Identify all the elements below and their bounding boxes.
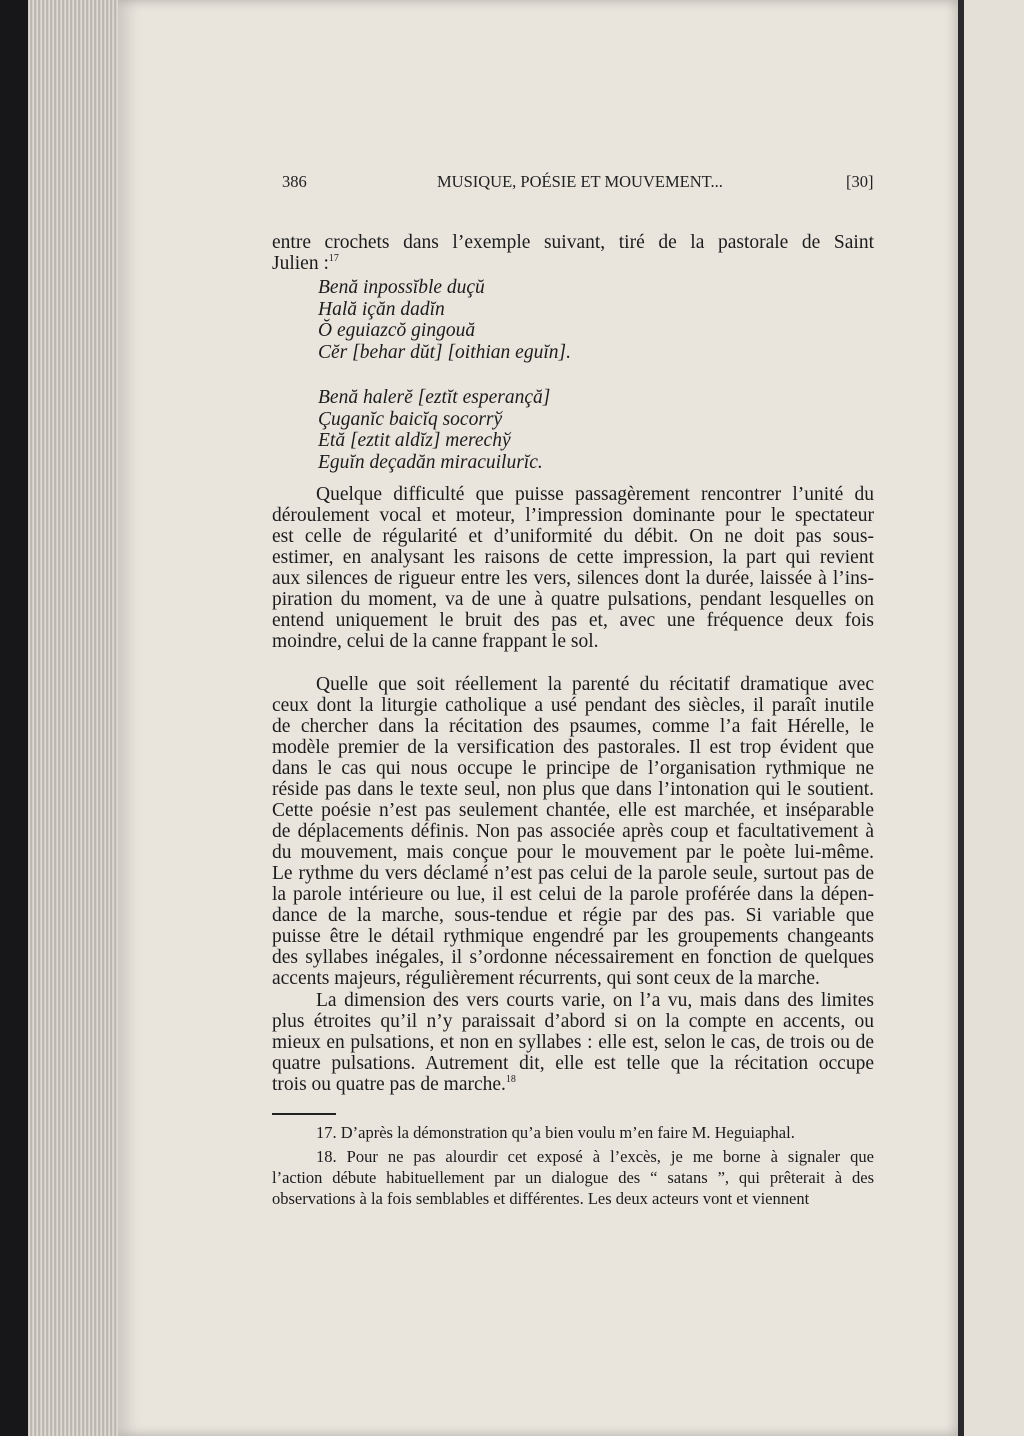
text-line: la parole intérieure ou lue, il est celui de la parole proférée dans la dépen- bbox=[272, 884, 874, 905]
text-line: entend uniquement le bruit des pas et, avec une fréquence deux fois bbox=[272, 610, 874, 631]
text-line: est celle de régularité et d’uniformité du débit. On ne doit pas sous- bbox=[272, 526, 874, 547]
paragraph-1 bbox=[272, 484, 874, 652]
book-page-edges bbox=[28, 0, 123, 1436]
line bbox=[272, 738, 874, 759]
text-line: La dimension des vers courts varie, on l’a vu, mais dans des limites bbox=[316, 990, 874, 1011]
text-line: 17. D’après la démonstration qu’a bien voulu m’en faire M. Heguiaphal. bbox=[316, 1123, 795, 1142]
page-number: 386 bbox=[282, 172, 307, 191]
line bbox=[272, 717, 874, 738]
text-line: modèle premier de la versification des pastorales. Il est trop évident que bbox=[272, 737, 874, 758]
text-line: des syllabes inégales, il s’ordonne nécessairement en fonction de quelques bbox=[272, 947, 874, 968]
intro-text bbox=[272, 232, 874, 274]
text-line: dance de la marche, sous-tendue et régie par des pas. Si variable que bbox=[272, 905, 874, 926]
line bbox=[272, 1032, 874, 1053]
verse-stanza-1 bbox=[318, 277, 571, 364]
line bbox=[272, 948, 874, 969]
line bbox=[272, 526, 874, 547]
text-line: Cette poésie n’est pas seulement chantée, elle est marchée, et inséparable bbox=[272, 800, 874, 821]
line bbox=[272, 822, 874, 843]
text-line: ceux dont la liturgie catholique a usé pendant des siècles, il paraît inutile bbox=[272, 695, 874, 716]
line bbox=[272, 1053, 874, 1074]
section-number: [30] bbox=[846, 172, 874, 191]
text-line: du mouvement, mais conçue pour le mouvement par le poète lui-même. bbox=[272, 842, 874, 863]
line bbox=[272, 1188, 874, 1209]
line bbox=[272, 759, 874, 780]
paragraph-3 bbox=[272, 990, 874, 1095]
next-page-edge bbox=[964, 0, 1024, 1436]
text-line: estimer, en analysant les raisons de cette impression, la part qui revient bbox=[272, 547, 874, 568]
verse-line: Eguĭn deçadăn miracuilurĭc. bbox=[318, 452, 543, 474]
line bbox=[272, 1011, 874, 1032]
text-line: réside pas dans le texte seul, non plus que dans l’intonation qui le soutient. bbox=[272, 779, 874, 800]
text-line: Le rythme du vers déclamé n’est pas celui de la parole seule, surtout pas de bbox=[272, 863, 874, 884]
text-line: mieux en pulsations, et non en syllabes : elle est, selon le cas, de trois ou de bbox=[272, 1032, 874, 1053]
text-line: 18. Pour ne pas alourdir cet exposé à l’excès, je me borne à signaler que bbox=[316, 1147, 874, 1166]
verse-line: Benă halerĕ [eztĭt esperançă] bbox=[318, 387, 551, 408]
text-line: piration du moment, va de une à quatre pulsations, pendant lesquelles on bbox=[272, 589, 874, 610]
verse-line: Hală içăn dadĭn bbox=[318, 298, 445, 320]
footnote-ref[interactable]: 18 bbox=[505, 1074, 516, 1085]
line bbox=[272, 675, 874, 696]
footnote-separator bbox=[272, 1113, 336, 1115]
text-line: l’action débute habituellement par un dialogue des “ satans ”, qui prêterait à des bbox=[272, 1168, 874, 1187]
footnote-17 bbox=[272, 1122, 874, 1143]
line bbox=[272, 1167, 874, 1188]
verse-line: Benă inpossĭble duçŭ bbox=[318, 277, 485, 298]
verse-line: Ŏ eguiazcŏ gingouă bbox=[318, 320, 476, 342]
line bbox=[272, 1122, 874, 1143]
line bbox=[272, 927, 874, 948]
line bbox=[272, 1146, 874, 1167]
text-line: accents majeurs, régulièrement récurrents, qui sont ceux de la marche. bbox=[272, 968, 820, 989]
line bbox=[272, 631, 874, 652]
line bbox=[272, 547, 874, 568]
text-line: puisse être le détail rythmique engendré par les groupements changeants bbox=[272, 926, 874, 947]
line bbox=[272, 610, 874, 631]
line bbox=[272, 484, 874, 505]
text-line: de chercher dans la récitation des psaumes, comme l’a fait Hérelle, le bbox=[272, 716, 874, 737]
footnote-18 bbox=[272, 1146, 874, 1209]
verse-line: Çuganĭc baicĭq socorrў bbox=[318, 408, 503, 430]
text-line: trois ou quatre pas de marche. bbox=[272, 1074, 506, 1095]
text-line: quatre pulsations. Autrement dit, elle est telle que la récitation occupe bbox=[272, 1053, 874, 1074]
line bbox=[272, 969, 874, 990]
text-line: observations à la fois semblables et différentes. Les deux acteurs vont et viennent bbox=[272, 1189, 810, 1208]
footnote-ref[interactable]: 17 bbox=[328, 253, 339, 264]
paragraph-2 bbox=[272, 675, 874, 990]
verse-stanza-2 bbox=[318, 387, 550, 474]
line bbox=[272, 885, 874, 906]
text-line: aux silences de rigueur entre les vers, silences dont la durée, laissée à l’ins- bbox=[272, 568, 874, 589]
line bbox=[272, 505, 874, 526]
text-line: entre crochets dans l’exemple suivant, tiré de la pastorale de Saint bbox=[272, 232, 874, 253]
line bbox=[272, 990, 874, 1011]
line bbox=[272, 801, 874, 822]
text-line: Quelle que soit réellement la parenté du récitatif dramatique avec bbox=[316, 674, 874, 695]
line bbox=[272, 568, 874, 589]
text-line: Quelque difficulté que puisse passagèrement rencontrer l’unité du bbox=[316, 484, 874, 505]
text-line: déroulement vocal et moteur, l’impression dominante pour le spectateur bbox=[272, 505, 874, 526]
text-line: dans le cas qui nous occupe le principe de l’organisation rythmique ne bbox=[272, 758, 874, 779]
text-line: plus étroites qu’il n’y paraissait d’abord si on la compte en accents, ou bbox=[272, 1011, 874, 1032]
line bbox=[272, 1074, 874, 1095]
text-line: Julien : bbox=[272, 253, 329, 274]
running-title: MUSIQUE, POÉSIE ET MOUVEMENT... bbox=[437, 172, 723, 191]
verse-line: Cĕr [behar dŭt] [oithian eguĭn]. bbox=[318, 342, 571, 364]
line bbox=[272, 696, 874, 717]
verse-line: Etă [eztit aldĭz] merechў bbox=[318, 430, 511, 452]
line bbox=[272, 780, 874, 801]
text-line: de déplacements définis. Non pas associée après coup et facultativement à bbox=[272, 821, 874, 842]
line bbox=[272, 589, 874, 610]
text-line: moindre, celui de la canne frappant le sol. bbox=[272, 631, 599, 652]
line bbox=[272, 843, 874, 864]
line bbox=[272, 906, 874, 927]
line bbox=[272, 864, 874, 885]
